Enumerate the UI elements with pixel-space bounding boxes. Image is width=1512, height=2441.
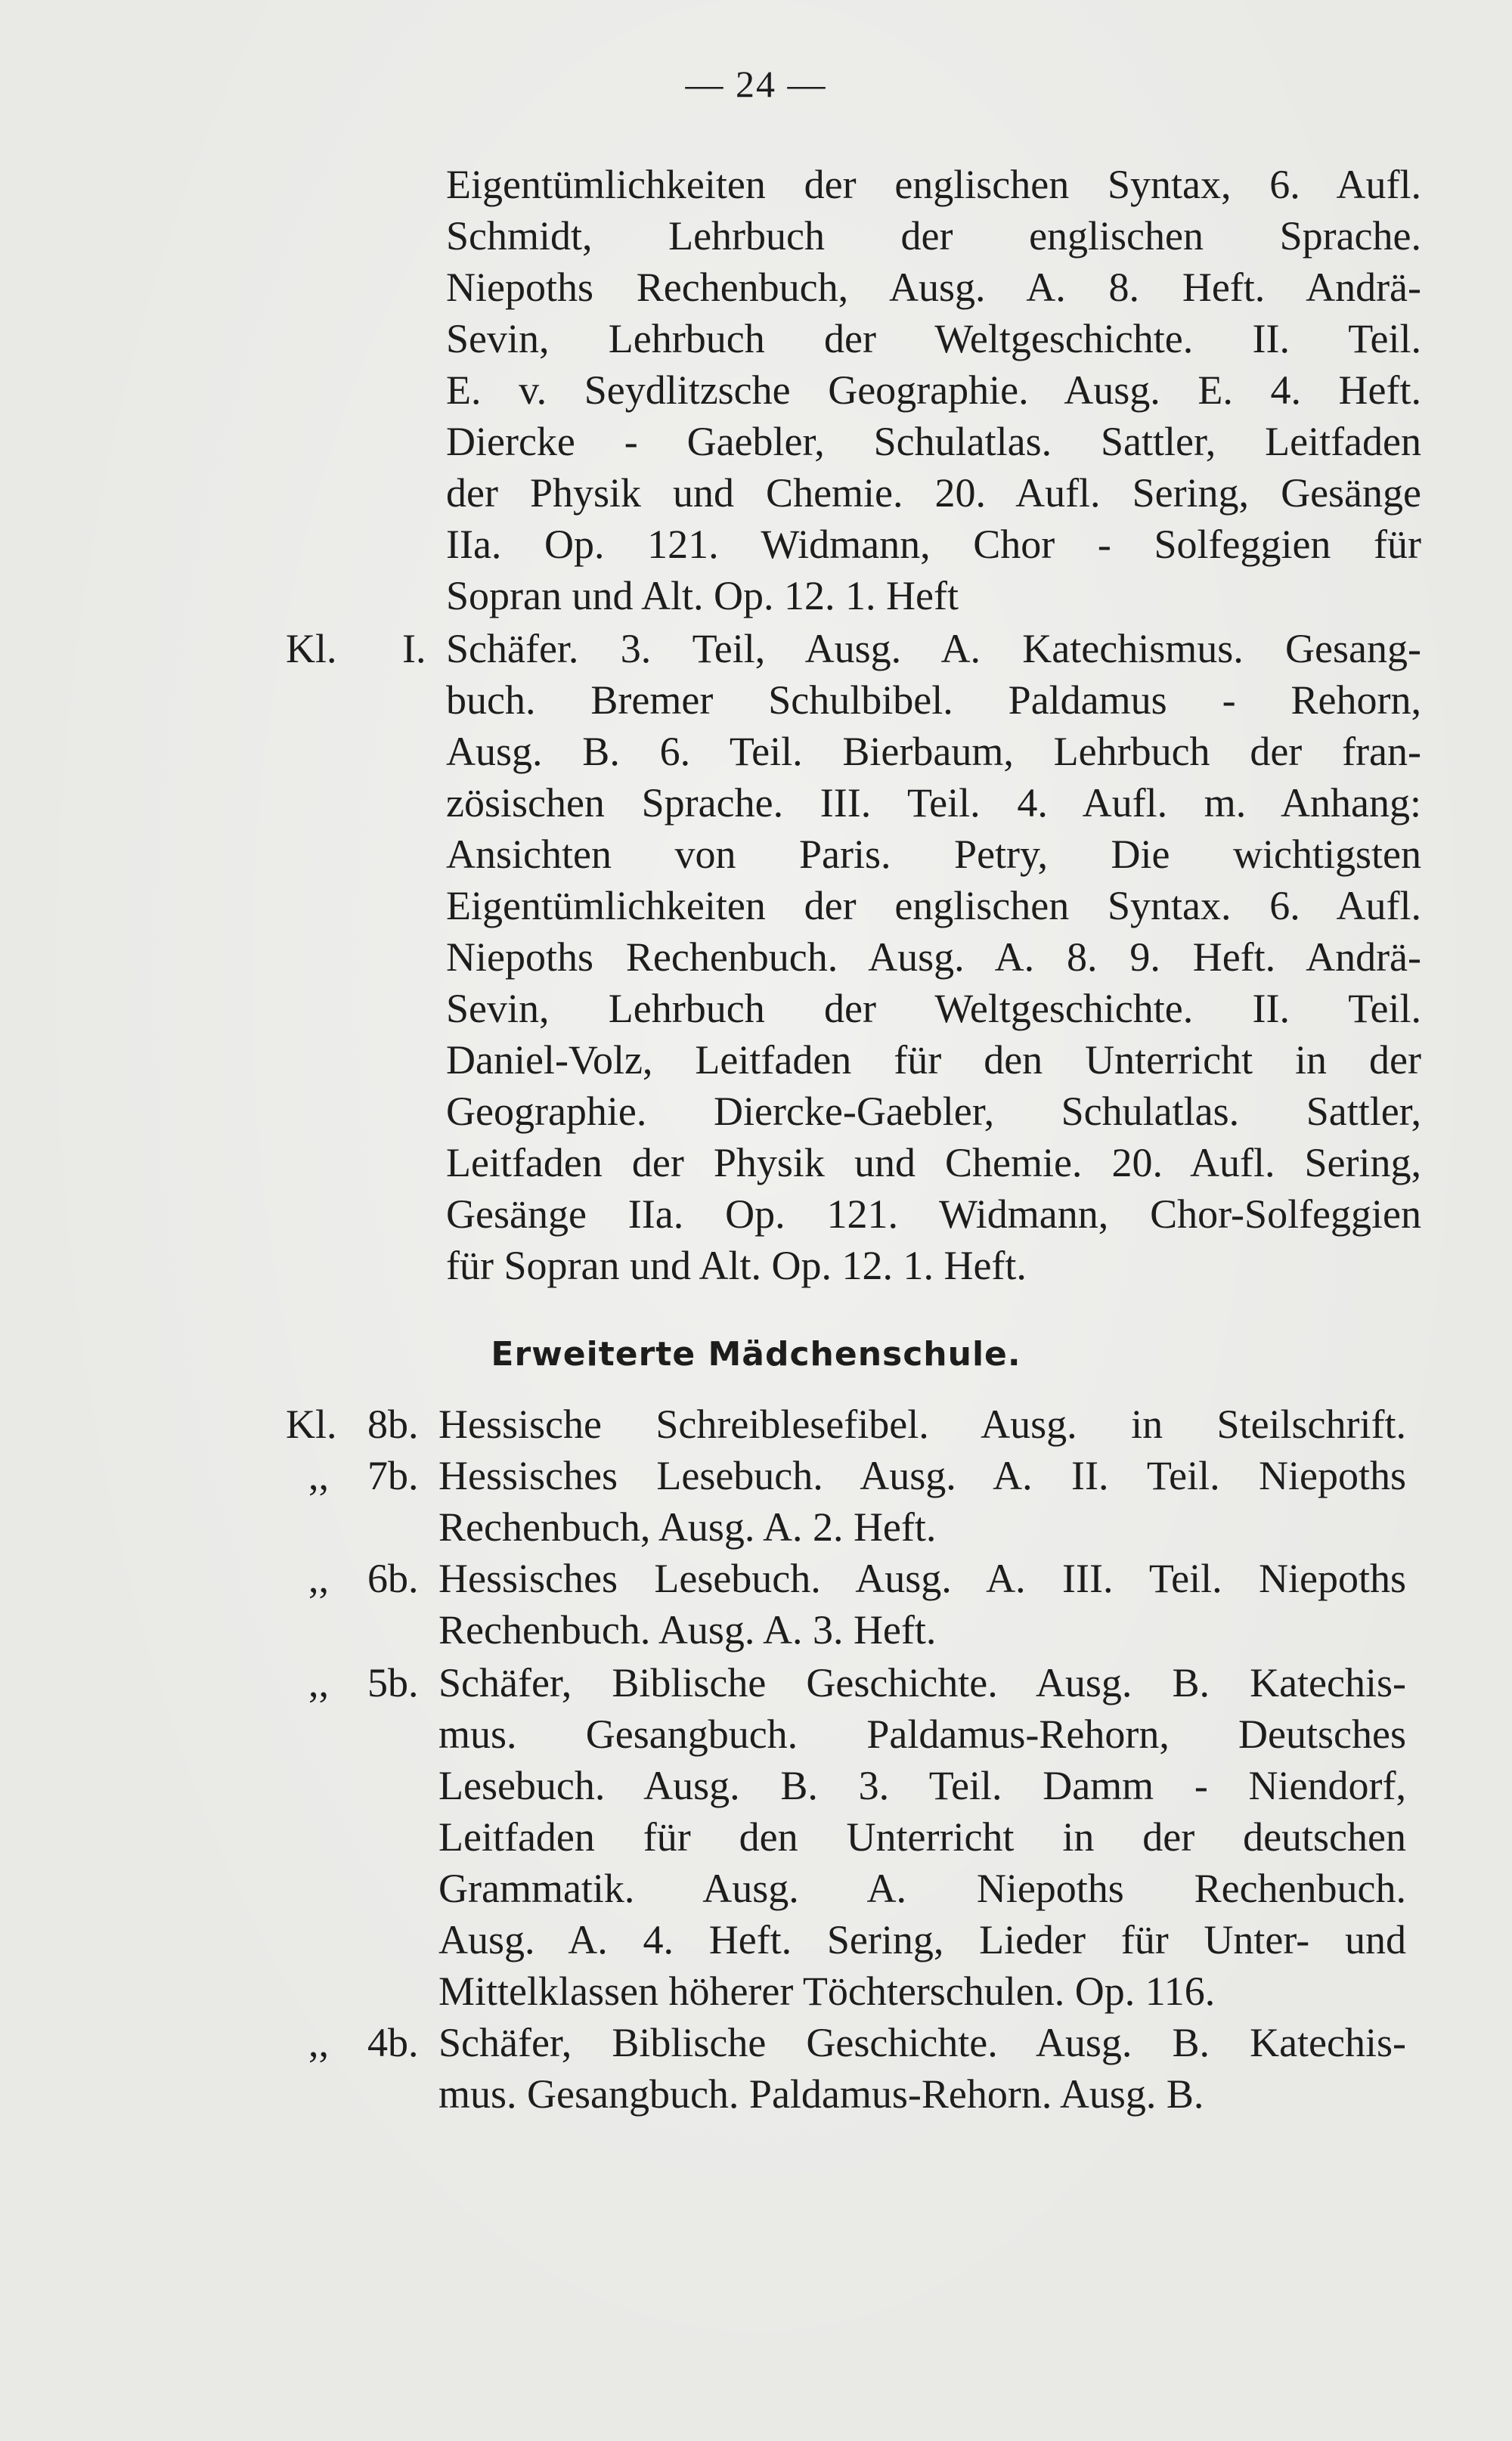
- text-line: Geographie. Diercke-Gaebler, Schulatlas. Sattler,: [446, 1089, 1421, 1134]
- class-number: 5b.: [367, 1660, 419, 1705]
- text-line: IIa. Op. 121. Widmann, Chor - Solfeggien für: [446, 522, 1421, 567]
- class-prefix: Kl.: [286, 1402, 337, 1447]
- class-number: 8b.: [367, 1402, 419, 1447]
- text-line: Schäfer, Biblische Geschichte. Ausg. B. Katechis-: [438, 1660, 1406, 1705]
- text-line: Niepoths Rechenbuch, Ausg. A. 8. Heft. Andrä-: [446, 265, 1421, 310]
- text-line: Sopran und Alt. Op. 12. 1. Heft: [446, 573, 959, 618]
- text-line: Ausg. A. 4. Heft. Sering, Lieder für Unter- und: [438, 1917, 1406, 1962]
- text-line: Sevin, Lehrbuch der Weltgeschichte. II. Teil.: [446, 986, 1421, 1031]
- text-line: Rechenbuch. Ausg. A. 3. Heft.: [438, 1607, 937, 1653]
- text-line: Schäfer. 3. Teil, Ausg. A. Katechismus. Gesang-: [446, 626, 1421, 671]
- text-line: E. v. Seydlitzsche Geographie. Ausg. E. 4. Heft.: [446, 367, 1421, 413]
- text-line: Ansichten von Paris. Petry, Die wichtigsten: [446, 832, 1421, 877]
- text-line: Lesebuch. Ausg. B. 3. Teil. Damm - Niendorf,: [438, 1763, 1406, 1808]
- text-line: Hessisches Lesebuch. Ausg. A. III. Teil. Niepoths: [438, 1556, 1406, 1601]
- class-number: 4b.: [367, 2020, 419, 2065]
- text-line: Hessische Schreiblesefibel. Ausg. in Steilschrift.: [438, 1402, 1406, 1447]
- text-line: Rechenbuch, Ausg. A. 2. Heft.: [438, 1504, 937, 1550]
- text-line: der Physik und Chemie. 20. Aufl. Sering, Gesänge: [446, 470, 1421, 516]
- class-number: 7b.: [367, 1453, 419, 1498]
- ditto-mark: ,,: [308, 1660, 329, 1705]
- text-line: zösischen Sprache. III. Teil. 4. Aufl. m. Anhang:: [446, 780, 1421, 826]
- text-line: buch. Bremer Schulbibel. Paldamus - Rehorn,: [446, 677, 1421, 723]
- text-line: für Sopran und Alt. Op. 12. 1. Heft.: [446, 1243, 1027, 1288]
- text-line: Hessisches Lesebuch. Ausg. A. II. Teil. Niepoths: [438, 1453, 1406, 1498]
- section-heading: Erweiterte Mädchenschule.: [491, 1335, 1021, 1374]
- text-line: Sevin, Lehrbuch der Weltgeschichte. II. Teil.: [446, 316, 1421, 361]
- ditto-mark: ,,: [308, 1453, 329, 1498]
- text-line: Eigentümlichkeiten der englischen Syntax. 6. Aufl.: [446, 883, 1421, 928]
- text-line: Schmidt, Lehrbuch der englischen Sprache.: [446, 213, 1421, 259]
- ditto-mark: ,,: [308, 2020, 329, 2065]
- ditto-mark: ,,: [308, 1556, 329, 1601]
- text-line: mus. Gesangbuch. Paldamus-Rehorn, Deutsches: [438, 1711, 1406, 1757]
- text-line: Niepoths Rechenbuch. Ausg. A. 8. 9. Heft. Andrä-: [446, 934, 1421, 980]
- text-line: Schäfer, Biblische Geschichte. Ausg. B. Katechis-: [438, 2020, 1406, 2065]
- text-line: Leitfaden für den Unterricht in der deutschen: [438, 1814, 1406, 1860]
- text-line: Daniel-Volz, Leitfaden für den Unterricht in der: [446, 1037, 1421, 1083]
- page-number: — 24 —: [685, 63, 827, 105]
- class-number: 6b.: [367, 1556, 419, 1601]
- text-line: Gesänge IIa. Op. 121. Widmann, Chor-Solfeggien: [446, 1191, 1421, 1237]
- class-prefix: Kl.: [286, 626, 337, 671]
- text-line: Diercke - Gaebler, Schulatlas. Sattler, Leitfaden: [446, 419, 1421, 464]
- text-line: Grammatik. Ausg. A. Niepoths Rechenbuch.: [438, 1866, 1406, 1911]
- text-line: Eigentümlichkeiten der englischen Syntax, 6. Aufl.: [446, 162, 1421, 207]
- text-line: Mittelklassen höherer Töchterschulen. Op. 116.: [438, 1969, 1216, 2014]
- class-number: I.: [402, 626, 426, 671]
- text-line: Leitfaden der Physik und Chemie. 20. Aufl. Sering,: [446, 1140, 1421, 1185]
- text-line: mus. Gesangbuch. Paldamus-Rehorn. Ausg. B.: [438, 2071, 1204, 2117]
- text-line: Ausg. B. 6. Teil. Bierbaum, Lehrbuch der fran-: [446, 729, 1421, 774]
